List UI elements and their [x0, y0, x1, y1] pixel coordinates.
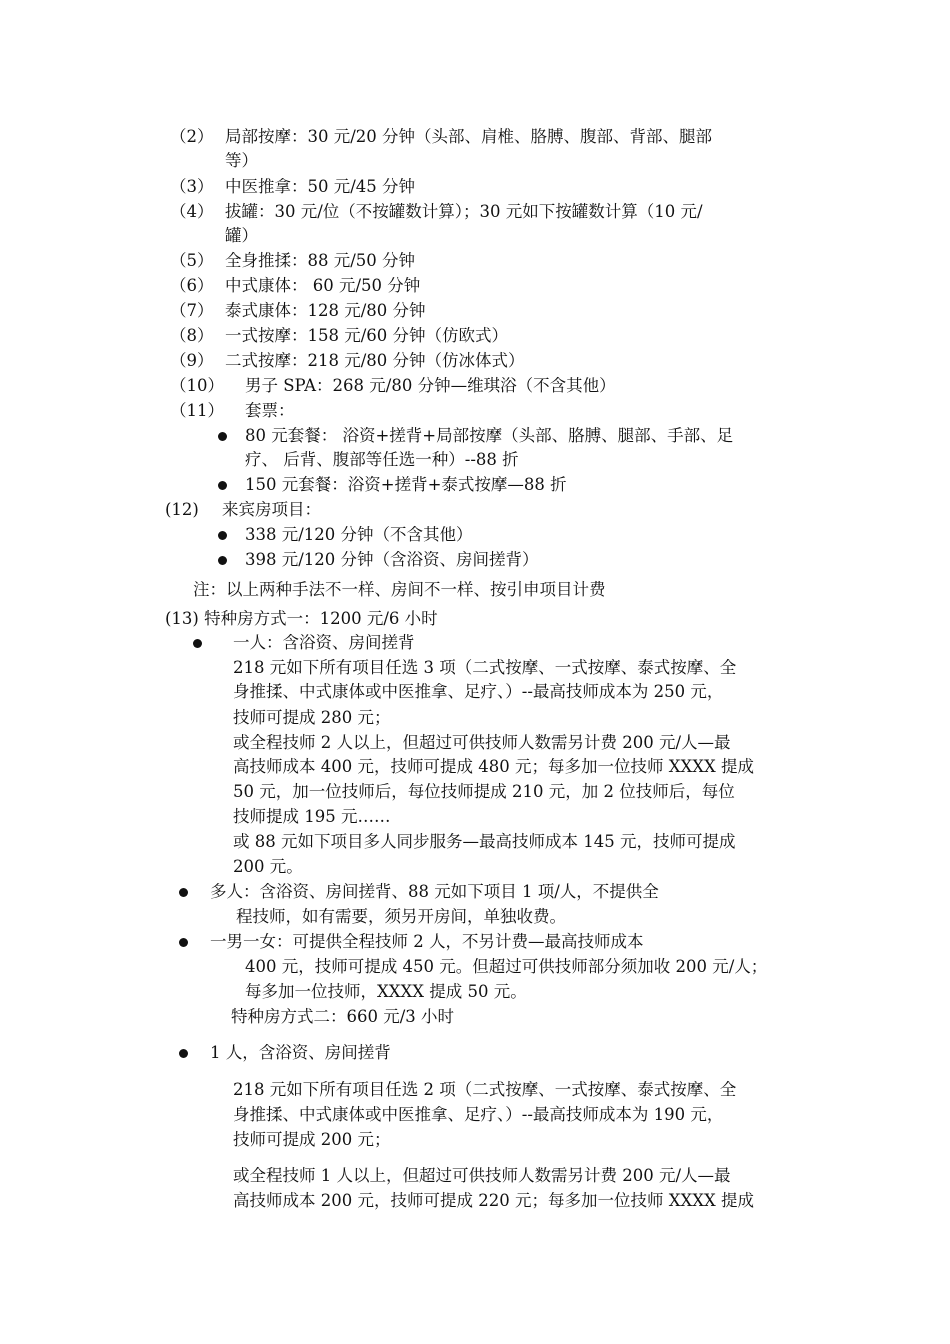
- item-4-line1: 拔罐：30 元/位（不按罐数计算）；30 元如下按罐数计算（10 元/: [225, 202, 703, 221]
- mode2-p1-l1: 218 元如下所有项目任选 2 项（二式按摩、一式按摩、泰式按摩、全: [233, 1080, 737, 1099]
- package-150: 150 元套餐：浴资+搓背+泰式按摩—88 折: [245, 475, 567, 494]
- mode2-p2-l2: 高技师成本 200 元，技师可提成 220 元；每多加一位技师 XXXX 提成: [233, 1191, 754, 1210]
- item-5-text: 全身推揉：88 元/50 分钟: [225, 251, 416, 270]
- mode2-title: 特种房方式二：660 元/3 小时: [231, 1007, 455, 1026]
- mode1-multi-l2: 程技师，如有需要，须另开房间，单独收费。: [236, 907, 566, 926]
- mode2-p1-l2: 身推揉、中式康体或中医推拿、足疗、）--最高技师成本为 190 元，: [233, 1105, 724, 1124]
- mode1-single-p2-l3: 50 元，加一位技师后，每位技师提成 210 元，加 2 位技师后，每位: [233, 782, 735, 801]
- bullet-icon: [179, 938, 188, 947]
- mode1-multi-l1: 多人：含浴资、房间搓背、88 元如下项目 1 项/人，不提供全: [210, 882, 659, 901]
- mode1-single-p2-l4: 技师提成 195 元……: [233, 807, 391, 826]
- mode1-single-p3-l1: 或 88 元如下项目多人同步服务—最高技师成本 145 元，技师可提成: [233, 832, 736, 851]
- bullet-icon: [218, 556, 227, 565]
- mode1-single-p1-l2: 身推揉、中式康体或中医推拿、足疗、）--最高技师成本为 250 元，: [233, 682, 724, 701]
- mode1-couple-l1: 一男一女：可提供全程技师 2 人，不另计费—最高技师成本: [210, 932, 644, 951]
- bullet-icon: [218, 481, 227, 490]
- bullet-icon: [218, 432, 227, 441]
- item-3-number: （3）: [170, 177, 214, 196]
- mode1-single-p2-l2: 高技师成本 400 元，技师可提成 480 元；每多加一位技师 XXXX 提成: [233, 757, 754, 776]
- item-2-line1: 局部按摩：30 元/20 分钟（头部、肩椎、胳膊、腹部、背部、腿部: [225, 127, 713, 146]
- guest-room-338: 338 元/120 分钟（不含其他）: [245, 525, 473, 544]
- mode1-single-p2-l1: 或全程技师 2 人以上，但超过可供技师人数需另计费 200 元/人—最: [233, 733, 731, 752]
- item-9-text: 二式按摩：218 元/80 分钟（仿冰体式）: [225, 351, 525, 370]
- item-8-number: （8）: [170, 326, 214, 345]
- package-80-line1: 80 元套餐： 浴资+搓背+局部按摩（头部、胳膊、腿部、手部、足: [245, 426, 734, 445]
- item-10-number: （10）: [170, 376, 224, 395]
- mode1-single-title: 一人：含浴资、房间搓背: [233, 633, 415, 652]
- mode1-single-p3-l2: 200 元。: [233, 857, 303, 876]
- item-13-heading: (13) 特种房方式一：1200 元/6 小时: [165, 609, 438, 628]
- bullet-icon: [179, 1049, 188, 1058]
- bullet-icon: [193, 639, 202, 648]
- bullet-icon: [179, 888, 188, 897]
- mode2-single-title: 1 人，含浴资、房间搓背: [210, 1043, 391, 1062]
- package-80-line2: 疗、 后背、腹部等任选一种）--88 折: [245, 450, 519, 469]
- item-12-number: (12): [165, 500, 199, 519]
- mode1-single-p1-l1: 218 元如下所有项目任选 3 项（二式按摩、一式按摩、泰式按摩、全: [233, 658, 737, 677]
- item-3-text: 中医推拿：50 元/45 分钟: [225, 177, 416, 196]
- mode1-couple-l2: 400 元，技师可提成 450 元。但超过可供技师部分须加收 200 元/人；: [245, 957, 768, 976]
- item-2-number: （2）: [170, 127, 214, 146]
- bullet-icon: [218, 531, 227, 540]
- item-11-number: （11）: [170, 401, 224, 420]
- note: 注：以上两种手法不一样、房间不一样、按引申项目计费: [193, 580, 606, 599]
- item-11-text: 套票：: [245, 401, 295, 420]
- item-6-number: （6）: [170, 276, 214, 295]
- item-5-number: （5）: [170, 251, 214, 270]
- item-4-line2: 罐）: [225, 226, 258, 245]
- item-7-number: （7）: [170, 301, 214, 320]
- mode2-p2-l1: 或全程技师 1 人以上，但超过可供技师人数需另计费 200 元/人—最: [233, 1166, 731, 1185]
- mode1-couple-l3: 每多加一位技师，XXXX 提成 50 元。: [245, 982, 527, 1001]
- item-12-text: 来宾房项目：: [222, 500, 321, 519]
- item-6-text: 中式康体： 60 元/50 分钟: [225, 276, 421, 295]
- item-10-text: 男子 SPA：268 元/80 分钟—维琪浴（不含其他）: [245, 376, 616, 395]
- mode1-single-p1-l3: 技师可提成 280 元；: [233, 708, 391, 727]
- item-9-number: （9）: [170, 351, 214, 370]
- item-8-text: 一式按摩：158 元/60 分钟（仿欧式）: [225, 326, 509, 345]
- item-4-number: （4）: [170, 202, 214, 221]
- guest-room-398: 398 元/120 分钟（含浴资、房间搓背）: [245, 550, 539, 569]
- item-2-line2: 等）: [225, 151, 258, 170]
- mode2-p1-l3: 技师可提成 200 元；: [233, 1130, 391, 1149]
- item-7-text: 泰式康体：128 元/80 分钟: [225, 301, 426, 320]
